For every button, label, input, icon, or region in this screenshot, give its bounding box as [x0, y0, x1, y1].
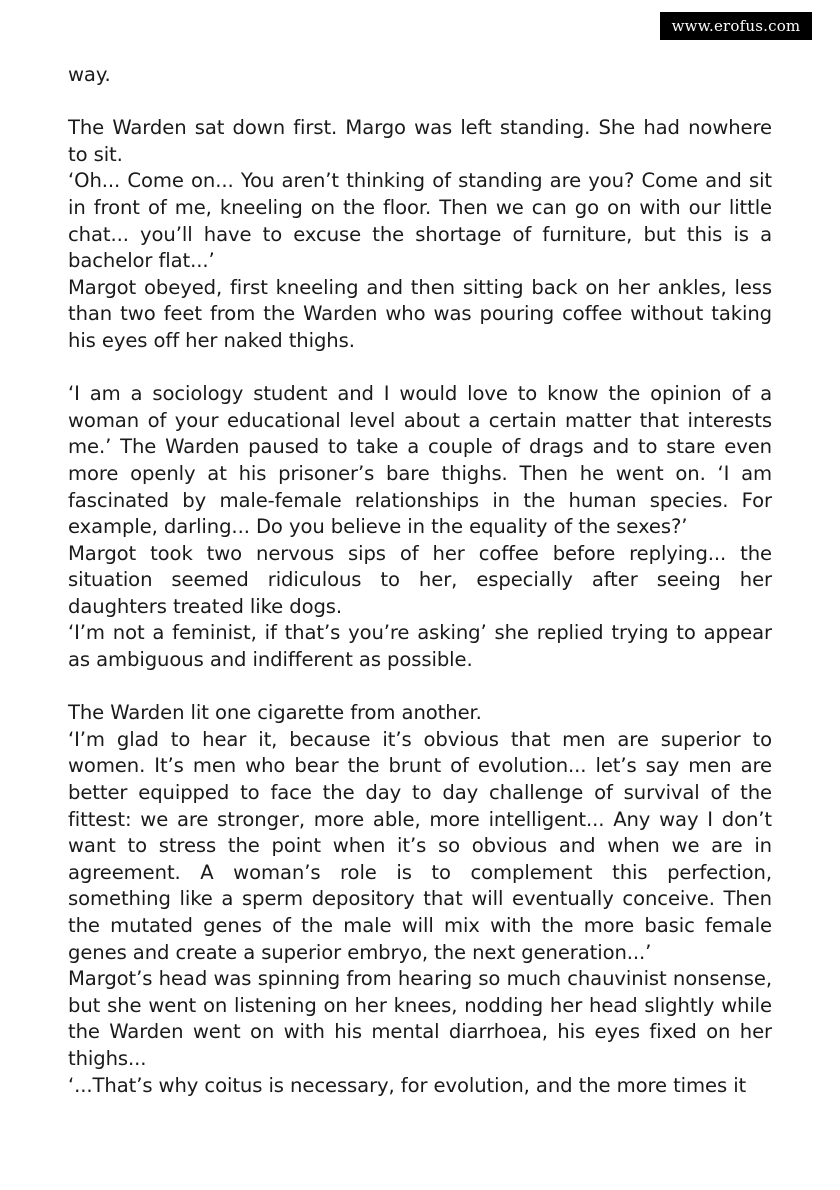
paragraph-1: way.	[68, 63, 111, 86]
paragraph-7: ‘I’m not a feminist, if that’s you’re asking’ she replied trying to appear as ambiguous and indifferent as possible.	[68, 621, 772, 672]
watermark-banner	[660, 12, 812, 40]
paragraph-3: ‘Oh... Come on... You aren’t thinking of standing are you? Come and sit in front of me, kneeling on the floor. Then we can go on with our little chat... you’ll have to excuse the shortage of furniture, but this is a bachelor flat...’	[68, 169, 772, 273]
watermark-text: www.erofus.com	[671, 17, 801, 35]
paragraph-10: Margot’s head was spinning from hearing so much chauvinist nonsense, but she went on listening on her knees, nodding her head slightly while the Warden went on with his mental diarrhoea, his eyes fixed on her thighs...	[68, 967, 772, 1070]
paragraph-11: ‘...That’s why coitus is necessary, for evolution, and the more times it	[68, 1073, 747, 1097]
paragraph-gap	[68, 355, 772, 382]
paragraph-5: ‘I am a sociology student and I would love to know the opinion of a woman of your educational level about a certain matter that interests me.’ The Warden paused to take a couple of drags and to stare even more openly at his prisoner’s bare thighs. Then he went on. ‘I am fascinated by male-female relationships in the human species. For example, darling... Do you believe in the equality of the sexes?’	[68, 382, 772, 539]
paragraph-4: Margot obeyed, first kneeling and then sitting back on her ankles, less than two feet from the Warden who was pouring coffee without taking his eyes off her naked thighs.	[68, 275, 772, 352]
paragraph-9: ‘I’m glad to hear it, because it’s obvious that men are superior to women. It’s men who bear the brunt of evolution... let’s say men are better equipped to face the day to day challenge of survival of the fittest: we are stronger, more able, more intelligent... Any way I don’t want to stress the point when it’s so obvious and when we are in agreement. A woman’s role is to complement this perfection, something like a sperm depository that will eventually conceive. Then the mutated genes of the male will mix with the more basic female genes and create a superior embryo, the next generation...’	[68, 727, 772, 964]
paragraph-gap	[68, 89, 772, 116]
paragraph-8: The Warden lit one cigarette from another.	[68, 701, 482, 725]
document-page	[68, 62, 772, 1099]
paragraph-6: Margot took two nervous sips of her coffee before replying... the situation seemed ridiculous to her, especially after seeing her daughters treated like dogs.	[68, 541, 772, 618]
paragraph-gap	[68, 674, 772, 701]
paragraph-2: The Warden sat down first. Margo was left standing. She had nowhere to sit.	[68, 116, 772, 166]
